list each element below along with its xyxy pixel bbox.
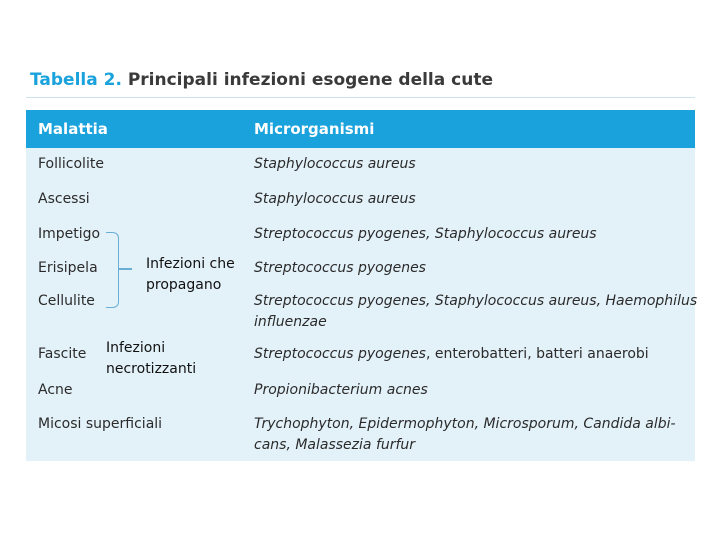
table-number: Tabella 2. xyxy=(30,70,122,90)
table-title xyxy=(30,70,493,90)
micro-cell xyxy=(254,346,649,362)
disease-cell: Acne xyxy=(38,382,73,398)
disease-cell: Follicolite xyxy=(38,156,104,172)
disease-cell: Erisipela xyxy=(38,260,98,276)
micro-cell-continued: cans, Malassezia furfur xyxy=(254,437,416,453)
micro-cell: Staphylococcus aureus xyxy=(254,191,416,207)
grouping-bracket xyxy=(106,232,119,308)
micro-cell: Staphylococcus aureus xyxy=(254,156,416,172)
header-disease: Malattia xyxy=(38,120,108,138)
micro-italic: Streptococcus pyogenes xyxy=(254,346,426,362)
micro-cell: Propionibacterium acnes xyxy=(254,382,428,398)
annotation-line: necrotizzanti xyxy=(106,361,197,377)
micro-cell: Streptococcus pyogenes, Staphylococcus aureus, Haemophilus xyxy=(254,293,698,309)
title-divider xyxy=(26,97,695,98)
micro-plain: , enterobatteri, batteri anaerobi xyxy=(425,346,649,362)
header-microorganisms: Microrganismi xyxy=(254,120,375,138)
bracket-tick xyxy=(118,268,132,270)
disease-cell: Ascessi xyxy=(38,191,90,207)
annotation-line: Infezioni che xyxy=(146,256,235,272)
table-caption: Principali infezioni esogene della cute xyxy=(127,70,493,90)
micro-cell: Streptococcus pyogenes xyxy=(254,260,426,276)
infections-table xyxy=(26,110,698,461)
annotation-line: propagano xyxy=(146,277,222,293)
micro-cell: Trychophyton, Epidermophyton, Microsporum, Candida albi- xyxy=(254,416,676,432)
micro-cell-continued: influenzae xyxy=(254,314,327,330)
disease-cell: Cellulite xyxy=(38,293,95,309)
annotation-propagate xyxy=(146,254,235,296)
micro-cell: Streptococcus pyogenes, Staphylococcus aureus xyxy=(254,226,597,242)
table-header xyxy=(26,110,695,148)
annotation-necrotizing xyxy=(106,338,196,380)
annotation-line: Infezioni xyxy=(106,340,166,356)
disease-cell: Micosi superficiali xyxy=(38,416,163,432)
disease-cell: Fascite xyxy=(38,346,87,362)
disease-cell: Impetigo xyxy=(38,226,101,242)
